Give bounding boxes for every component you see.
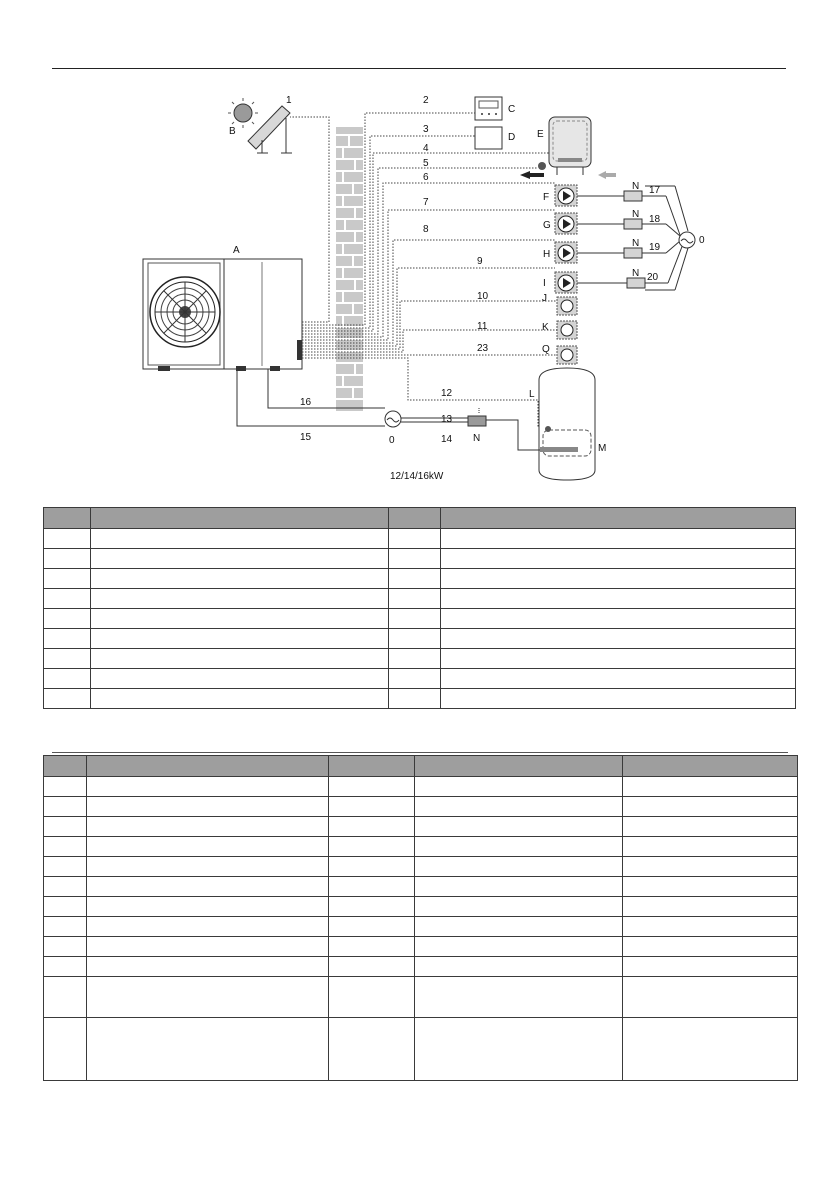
table-header-row [44,508,796,529]
table-cell [329,917,415,937]
line-number-2: 2 [423,95,429,106]
table-cell [87,797,329,817]
table-cell [441,529,796,549]
table-cell [623,1018,798,1081]
line-number-20: 20 [647,272,659,283]
line-number-13: 13 [441,414,453,425]
table-cell [623,937,798,957]
table-cell [441,669,796,689]
table-cell [329,937,415,957]
table-cell [389,569,441,589]
table-cell [415,857,623,877]
label-m: M [598,443,607,454]
table-cell [415,957,623,977]
table-row [44,857,798,877]
table-cell [329,877,415,897]
table-cell [44,629,91,649]
table-cell [441,569,796,589]
room-thermostat-c [475,97,515,120]
line-number-17: 17 [649,185,661,196]
table-cell [44,897,87,917]
label-g: G [543,220,551,231]
table-row [44,777,798,797]
table-cell [329,777,415,797]
table-row [44,669,796,689]
table-cell [44,689,91,709]
table-cell [389,609,441,629]
label-n-bottom: N [473,433,481,444]
table-cell [329,837,415,857]
table-cell [44,957,87,977]
line-number-6: 6 [423,172,429,183]
table-row [44,589,796,609]
table-cell [623,957,798,977]
line-number-16: 16 [300,397,312,408]
wiring-spec-table [43,755,798,1081]
table-cell [44,777,87,797]
table-row [44,549,796,569]
table-cell [415,797,623,817]
line-number-19: 19 [649,242,661,253]
pump-h [543,242,577,263]
table-cell [441,589,796,609]
line-number-12: 12 [441,388,453,399]
label-k: K [542,322,549,333]
table-cell [87,857,329,877]
table-cell [415,937,623,957]
header-cell [441,508,796,529]
outdoor-unit-a [143,245,302,371]
table-row [44,937,798,957]
table-cell [44,797,87,817]
label-j: J [542,293,547,304]
table-cell [389,529,441,549]
table-cell [415,917,623,937]
table-cell [389,549,441,569]
table-cell [87,897,329,917]
table-cell [441,549,796,569]
table-cell [87,1018,329,1081]
table-row [44,689,796,709]
label-a: A [233,245,240,256]
table-cell [623,897,798,917]
table-cell [87,777,329,797]
table-cell [415,777,623,797]
table-cell [44,937,87,957]
table-cell [44,837,87,857]
table-cell [623,977,798,1018]
table-row [44,1018,798,1081]
component-legend-table [43,507,796,709]
table-header-row [44,756,798,777]
table-row [44,877,798,897]
table-cell [91,589,389,609]
table-cell [389,669,441,689]
table-cell [87,817,329,837]
table-cell [389,649,441,669]
table-cell [44,817,87,837]
label-d: D [508,132,516,143]
table-cell [623,817,798,837]
table-cell [329,797,415,817]
table-cell [329,1018,415,1081]
label-o-right: 0 [699,235,705,246]
label-f: F [543,192,550,203]
table-row [44,917,798,937]
table-cell [91,689,389,709]
mixing-valve-o-bottom [385,411,401,446]
table-cell [44,609,91,629]
table-cell [44,649,91,669]
table-cell [44,857,87,877]
line-number-9: 9 [477,256,483,267]
label-n-2: N [632,209,640,220]
table-cell [415,1018,623,1081]
table-cell [441,689,796,709]
table-cell [91,609,389,629]
table-row [44,529,796,549]
table-cell [623,837,798,857]
table-cell [389,589,441,609]
table-cell [415,817,623,837]
table-row [44,817,798,837]
table-cell [91,549,389,569]
table-cell [329,957,415,977]
pump-f [543,185,577,206]
table-cell [87,917,329,937]
table-cell [87,837,329,857]
table-cell [91,669,389,689]
header-cell [91,508,389,529]
label-n-3: N [632,238,640,249]
table-row [44,569,796,589]
table-cell [87,977,329,1018]
table-row [44,837,798,857]
table-cell [44,877,87,897]
table-row [44,897,798,917]
table-cell [44,549,91,569]
table-cell [441,609,796,629]
table-cell [623,777,798,797]
table-cell [87,957,329,977]
diagram-caption: 12/14/16kW [390,471,444,482]
line-number-4: 4 [423,143,429,154]
line-number-11: 11 [477,321,488,332]
box-d [475,127,515,149]
table-cell [91,629,389,649]
table-cell [415,977,623,1018]
label-l: L [529,389,535,400]
line-number-3: 3 [423,124,429,135]
table-cell [389,629,441,649]
table-cell [87,937,329,957]
valve-q [542,344,577,364]
table-cell [623,797,798,817]
line-number-8: 8 [423,224,429,235]
table-cell [44,977,87,1018]
label-c: C [508,104,516,115]
table-cell [329,857,415,877]
label-b: B [229,126,236,137]
table-cell [329,977,415,1018]
table-row [44,797,798,817]
line-number-18: 18 [649,214,661,225]
table-cell [329,817,415,837]
table-cell [623,877,798,897]
table-cell [91,569,389,589]
line-number-5: 5 [423,158,429,169]
table-row [44,609,796,629]
line-number-14: 14 [441,434,453,445]
table-cell [415,897,623,917]
installation-wiring-diagram [0,0,840,500]
line-number-15: 15 [300,432,312,443]
table-row [44,629,796,649]
table-row [44,957,798,977]
label-i: I [543,278,546,289]
table-cell [44,669,91,689]
label-o-bottom: 0 [389,435,395,446]
table-cell [623,857,798,877]
table-cell [91,529,389,549]
sun-b [228,98,258,137]
solar-panel-1 [248,106,292,153]
table-cell [441,649,796,669]
table-cell [623,917,798,937]
boiler-e [520,117,616,179]
valve-j [542,293,577,315]
table-cell [91,649,389,669]
table-cell [415,837,623,857]
line-number-23: 23 [477,343,489,354]
line-number-7: 7 [423,197,429,208]
mixing-valve-o-right [679,232,705,248]
label-h: H [543,249,551,260]
table-cell [415,877,623,897]
table-cell [44,569,91,589]
table-row [44,977,798,1018]
brick-wall [336,127,363,411]
pump-g [543,213,577,234]
table-row [44,649,796,669]
table-cell [389,689,441,709]
table-cell [44,917,87,937]
label-q: Q [542,344,550,355]
hot-water-tank [529,368,606,480]
line-number-1: 1 [286,95,292,106]
flow-boxes-n [624,181,645,288]
table2-top-rule [52,752,788,753]
table-cell [441,629,796,649]
pump-i [543,272,577,293]
header-cell [389,508,441,529]
flow-box-n-bottom [468,416,486,444]
header-cell [44,508,91,529]
line-number-10: 10 [477,291,489,302]
table-cell [87,877,329,897]
table-cell [44,529,91,549]
table-cell [44,1018,87,1081]
label-n-4: N [632,268,640,279]
label-e: E [537,129,544,140]
label-n-1: N [632,181,640,192]
table-cell [44,589,91,609]
table-cell [329,897,415,917]
